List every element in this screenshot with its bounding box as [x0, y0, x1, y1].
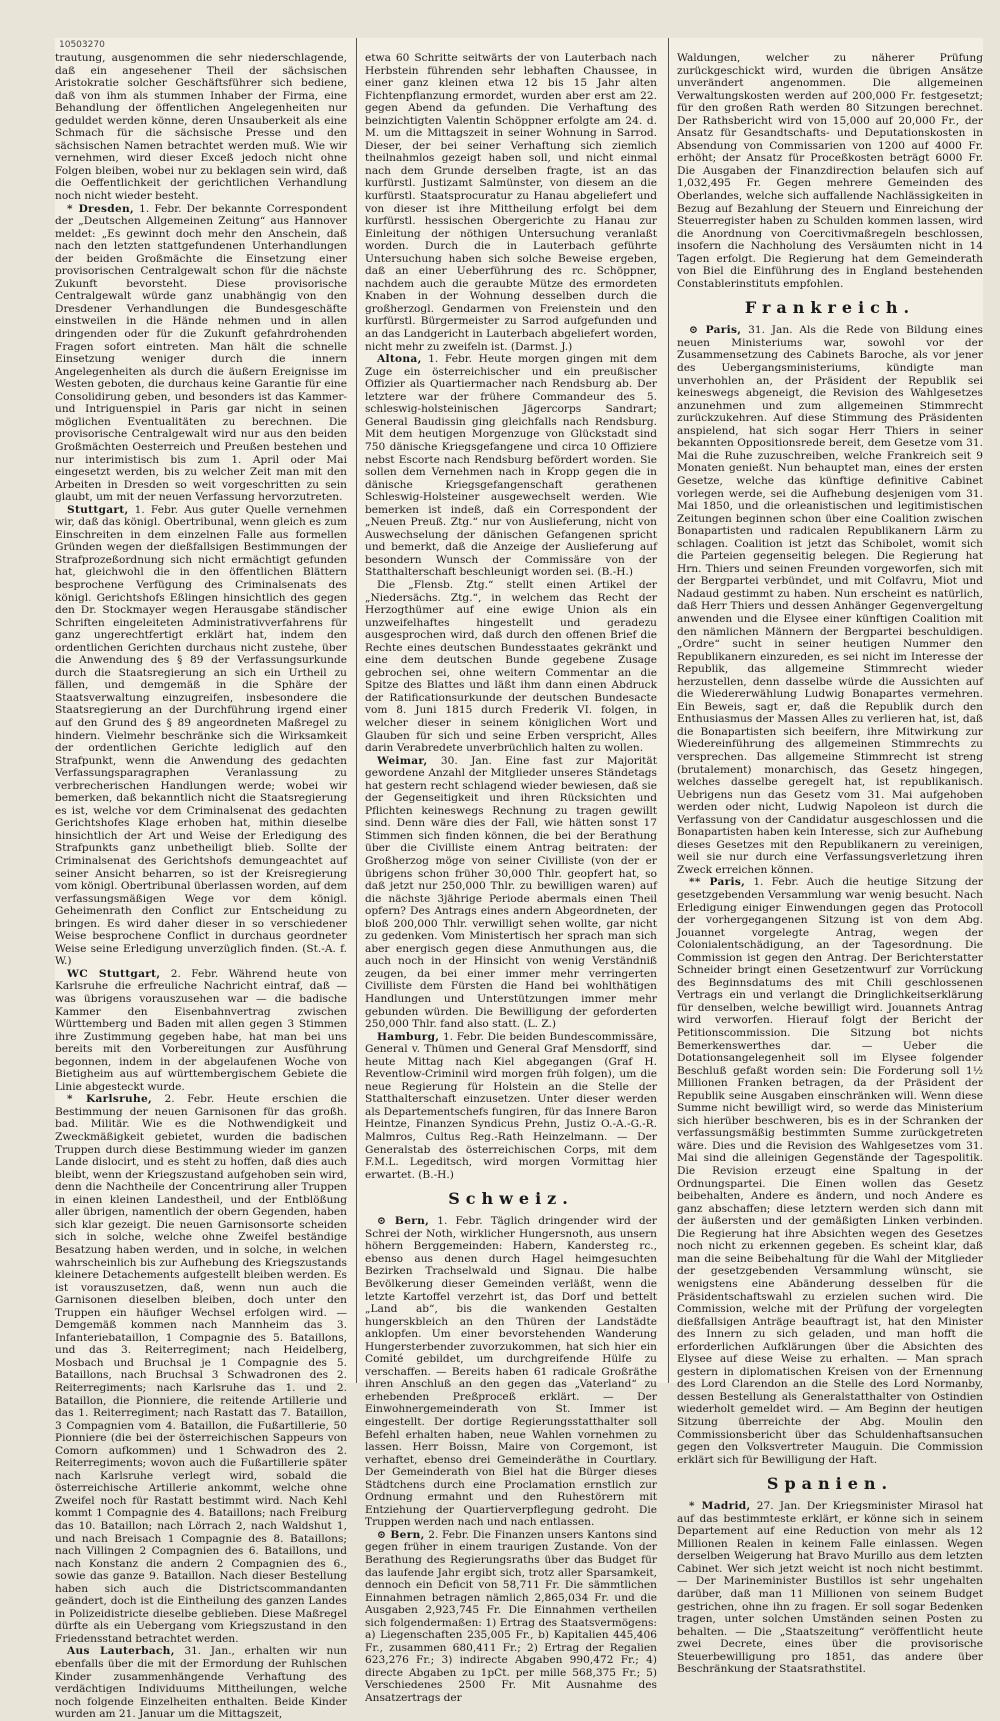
article-paris-1 [677, 324, 983, 876]
place-stuttgart: Stuttgart, [67, 503, 129, 516]
article-bern-1 [365, 1215, 657, 1529]
article-lauterbach-cont: etwa 60 Schritte seitwärts der von Lauterbach nach Herbstein führenden sehr lebhaften Chaussee, in einer ganz kleinen etwa 12 bis 15 Jahr alten Fichtenpflanzung ermordet, wurden aber erst am 22. gegen Abend da gefunden. Die Verhaftung des beinzichtigten Valentin Schöppner erfolgte am 24. d. M. um die Mittagszeit in seiner Wohnung in Sarrod. Dieser, der bei seiner Verhaftung sich ziemlich theilnahmlos gezeigt haben soll, und nicht einmal nach dem Grunde derselben fragte, ist an das kurfürstl. Justizamt Salmünster, von diesem an die kurfürstl. Staatsprocuratur zu Hanau abgeliefert und von dieser ist ihre Mittheilung erfolgt bei dem kurfürstl. hessischen Obergerichte zu Hanau zur Einleitung der nöthigen Untersuchung veranlaßt worden. Durch die in Lauterbach geführte Untersuchung haben sich solche Beweise ergeben, daß an einer Ueberführung des rc. Schöppner, nachdem auch die geraubte Mütze des ermordeten Knaben in der Wohnung desselben durch die großherzogl. Gendarmen von Freienstein und den kurfürstl. Bürgermeister zu Sarrod aufgefunden und an das Landgericht in Lauterbach abgeliefert worden, nicht mehr zu zweifeln ist. (Darmst. J.) [365, 52, 657, 353]
article-flensburg: Die „Flensb. Ztg.“ stellt einen Artikel der „Niedersächs. Ztg.“, in welchem das Recht der Herzogthümer auf eine ewige Union als ein unzweifelhaftes hingestellt und geradezu ausgesprochen wird, daß durch den offenen Brief die Rechte eines deutschen Bundesstaates gekränkt und eine dem deutschen Bunde gegebene Zusage gebrochen sei, ohne weitern Commentar an die Spitze des Blattes und läßt ihm dann einen Abdruck der Ratificationsurkunde der deutschen Bundesacte vom 8. Juni 1815 durch Frederik VI. folgen, in welcher dieser in seinem königlichen Wort und Glauben für sich und seine Erben verspricht, Alles darin Verabredete unverbrüchlich halten zu wollen. [365, 578, 657, 755]
article-text: 1. Febr. Aus guter Quelle vernehmen wir, daß das königl. Obertribunal, wenn gleich es zum Einschreiten in dem einzelnen Falle aus formellen Gründen wegen der dießfallsigen Bestimmungen der Strafprozeßordnung sich nicht ermächtigt gefunden hat, gleichwohl die in den öffentlichen Blättern besprochene Verfügung des Criminalsenats des königl. Gerichtshofs Eßlingen hinsichtlich des gegen den Dr. Stockmayer wegen Herausgabe ständischer Schriften eingeleiteten Administrativverfahrens für ganz ungerechtfertigt erklärt hat, indem den ordentlichen Gerichten durchaus nicht zustehe, über die Anwendung des § 89 der Verfassungsurkunde durch die Staatsregierung an sich ein Urtheil zu fällen, und demgemäß in die Sphäre der Staatsverwaltung einzugreifen, insbesondere die Staatsregierung an der Durchführung irgend einer auf den Grund des § 89 angeordneten Maßregel zu hindern. Vielmehr beschränke sich die Wirksamkeit der ordentlichen Gerichte lediglich auf den Strafpunkt, wenn die Anwendung des gedachten Verfassungsparagraphen Veranlassung zu verbrecherischen Handlungen werde; wobei wir bemerken, daß bekanntlich nicht die Staatsregierung es ist, welche vor dem Criminalsenat des gedachten Gerichtshofes Klage erhoben hat, mithin dieselbe hinsichtlich der Art und Weise der Erledigung des Strafpunkts ganz unbetheiligt blieb. Sollte der Criminalsenat des Gerichtshofs demungeachtet auf seiner Ansicht beharren, so ist der Kreisregierung vom königl. Obertribunal überlassen worden, auf dem verfassungsmäßigen Wege vor dem königl. Geheimenrath den Conflict zur Entscheidung zu bringen. Es wird daher dieser in so verschiedener Weise besprochene Conflict in durchaus geordneter Weise seine Erledigung unverzüglich finden. (St.-A. f. W.) [55, 503, 347, 968]
article-text: 1. Febr. Heute morgen gingen mit dem Zuge ein österreichischer und ein preußischer Offizier als Quartiermacher nach Rendsburg ab. Der letztere war der frühere Commandeur des 5. schleswig-holsteinischen Jägercorps Sandrart; General Baudissin ging gleichfalls nach Rendsburg. Mit dem heutigen Morgenzuge von Glückstadt sind 750 dänische Kriegsgefangene und circa 10 Offiziere nebst Escorte nach Rendsburg befördert worden. Sie sollen dem Vernehmen nach in Kropp gegen die in dänische Kriegsgefangenschaft gerathenen Schleswig-Holsteiner ausgewechselt werden. Wie bemerken ist indeß, daß ein Correspondent der „Neuen Preuß. Ztg.“ nur von Auslieferung, nicht von Auswechselung der dänischen Gefangenen spricht und bemerkt, daß die Anzeige der Auslieferung auf besondern Wunsch der Commissäre von der Statthalterschaft beschleunigt worden sei. (B.-H.) [365, 353, 657, 579]
newspaper-page [55, 38, 983, 1721]
section-heading-frankreich: Frankreich. [744, 298, 916, 318]
article-weimar [365, 755, 657, 1031]
article-intro: trautung, ausgenommen die sehr niederschlagende, daß ein angesehener Theil der sächsischen Aristokratie solcher Geschäftsführer sich bediene, daß von ihm als stummen Inhaber der Firma, eine Behandlung der öffentlichen Angelegenheiten nur geduldet werden könne, deren Unsauberkeit als eine Schmach für die sächsische Presse und den sächsischen Namen betrachtet werden muß. Wie wir vernehmen, wird dieser Exceß jedoch nicht ohne Folgen bleiben, wobei nur zu beklagen sein wird, daß die Oeffentlichkeit der gerichtlichen Verhandlung noch nicht wieder besteht. [55, 52, 347, 203]
article-paris-2 [677, 876, 983, 1466]
article-text: 1. Febr. Auch die heutige Sitzung der gesetzgebenden Versammlung war wenig besucht. Nach Erledigung einiger Einwendungen gegen das Protocoll der vorhergegangenen Sitzung ist von dem Abg. Jouannet vorgelegte Antrag, wegen der Colonialentschädigung, an der Tagesordnung. Die Commission ist gegen den Antrag. Der Berichterstatter Schneider bringt einen Gesetzentwurf zur Vorrückung des Beginnsdatums des mit Chili geschlossenen Vertrags ein und verlangt die Dringlichkeitserklärung für denselben, welche bewilligt wird. Jouannets Antrag wird verworfen. Hierauf folgt der Bericht der Petitionscommission. Die Sitzung bot nichts Bemerkenswerthes dar. — Ueber die Dotationsangelegenheit soll im Elysee folgender Beschluß gefaßt worden sein: Die Forderung soll 1½ Millionen Franken betragen, da der Präsident der Republik seine Ausgaben einschränken will. Wenn diese Summe nicht bewilligt wird, so werde das Ministerium sich hierüber beschweren, bis es in der Schranken der verfassungsmäßig bestimmten Summe zurückgetreten wäre. Dies und die Revision des Wahlgesetzes vom 31. Mai sind die alleinigen Gegenstände der Tagespolitik. Die Revision erzeugt eine Spaltung in der Ordnungspartei. Die Einen wollen das Gesetz beibehalten, Andere es ändern, und noch Andere es ganz abschaffen; diese letztern werden sich dann mit der äußersten und der gemäßigten Linken verbinden. Die Regierung hat ihre Absichten wegen des Gesetzes noch nicht zu erkennen gegeben. Es scheint klar, daß man die seine Beibehaltung für die Wahl der Mitglieder der gesetzgebenden Versammlung wünscht, sie wenigstens eine Abänderung desselben für die Präsidentschaftswahl zu erzielen suchen wird. Die Commission, welche mit der Prüfung der vorgelegten dießfallsigen Anträge beauftragt ist, hat den Minister des Innern zu sich geladen, und man hofft die erforderlichen Aufklärungen über die Absichten des Elysee auf diese Weise zu erhalten. — Man sprach gestern in diplomatischen Kreisen von der Ernennung des Lord Clarendon an die Stelle des Lord Normanby, dessen Bestellung als Generalstatthalter von Ostindien wiederholt gemeldet wird. — Am Beginn der heutigen Sitzung überreichte der Abg. Moulin den Commissionsbericht über das Schuldenhaftsansuchen gegen den Volksvertreter Mauguin. Die Commission erklärt sich für Bewilligung der Haft. [677, 876, 983, 1466]
place-weimar: Weimar, [377, 754, 428, 767]
article-text: 27. Jan. Der Kriegsminister Mirasol hat auf das bestimmteste erklärt, er könne sich in seinem Departement auf eine Reduction von mehr als 12 Millionen Realen in keinem Falle einlassen. Wegen derselben Weigerung hat Bravo Murillo aus dem letzten Cabinet. Wer sich jetzt weicht ist noch nicht bestimmt. — Der Marineminister Bustillos ist sehr ungehalten darüber, daß man 11 Millionen von seinem Budget gestrichen, ohne ihn zu fragen. Er soll sogar Bedenken tragen, unter solchen Umständen seinen Posten zu behalten. — Die „Staatszeitung“ veröffentlicht heute zwei Decrete, eines über die provisorische Steuerbewilligung pro 1851, das andere über Beschränkung der Staatsrathstitel. [677, 1500, 983, 1676]
place-karlsruhe: * Karlsruhe, [67, 1093, 153, 1106]
article-text: 31. Jan., erhalten wir nun ebenfalls über die mit der Ermordung der Ruhlschen Kinder zusammenhängende Verhaftung des verdächtigen Individuums Mittheilungen, welche noch folgende Einzelheiten enthalten. Beide Kinder wurden am 21. Januar um die Mittagszeit, [55, 1645, 348, 1721]
article-lauterbach [55, 1645, 347, 1720]
article-text: 31. Jan. Als die Rede von Bildung eines neuen Ministeriums war, sowohl vor der Zusammensetzung des Cabinets Baroche, als vor jener des Uebergangsministeriums, kündigte man unverhohlen an, der Präsident der Republik sei keineswegs abgeneigt, die Revision des Wahlgesetzes anzunehmen und zum allgemeinen Stimmrecht zurückzukehren. Auf diese Stimmung des Präsidenten anspielend, hat sich sogar Herr Thiers in seiner bekannten Oppositionsrede bereit, dem Gesetze vom 31. Mai die Ruhe zuzuschreiben, welche Frankreich seit 9 Monaten genießt. Nun behauptet man, eines der ersten Gesetze, welche das künftige definitive Cabinet vorlegen werde, sei die Aufhebung desjenigen vom 31. Mai 1850, und die orleanistischen und legitimistischen Zeitungen beginnen schon über eine Coalition zwischen Bonapartisten und radicalen Republikanern Lärm zu schlagen. Coalition ist jetzt das Schibolet, womit sich die Parteien gegenseitig belegen. Die Regierung hat Hrn. Thiers und seinen Freunden vorgeworfen, sich mit der Bergpartei verbündet, und mit Colfavru, Miot und Nadaud gestimmt zu haben. Nun erscheint es natürlich, daß Herr Thiers und dessen Anhänger Gegenvergeltung anwenden und die Elysee einer künftigen Coalition mit den nämlichen Männern der Bergpartei beschuldigen. „Ordre“ sucht in seiner heutigen Nummer den Republikanern einzureden, es sei nicht im Interesse der Republik, das allgemeine Stimmrecht wieder herzustellen, denn dasselbe würde die Aussichten auf die Wiedererwählung Ludwig Bonapartes vermehren. Ein Beweis, sagt er, daß die Republik durch den Enthusiasmus der Massen Alles zu verlieren hat, ist, daß die Bonapartisten sich beeifern, ihre Mitwirkung zur Wiedereinführung des allgemeinen Stimmrechts zu versprechen. Das allgemeine Stimmrecht ist streng (brutalement) monarchisch, das Gesetz hingegen, welches dasselbe geregelt hat, ist republikanisch. Uebrigens nun das Gesetz vom 31. Mai aufgehoben werden oder nicht, Ludwig Napoleon ist durch die Verfassung von der Candidatur ausgeschlossen und die Bonapartisten haben kein Interesse, sich zur Aufhebung dieses Gesetzes mit den Republikanern zu vereinigen, weil sie nur durch eine Verfassungsverletzung ihren Zweck erreichen können. [677, 324, 983, 876]
place-lauterbach: Aus Lauterbach, [67, 1645, 175, 1658]
section-heading-spanien: Spanien. [766, 1474, 894, 1494]
column-divider [668, 38, 669, 1383]
place-hamburg: Hamburg, [377, 1030, 440, 1043]
column-1 [55, 52, 348, 1721]
article-text: 1. Febr. Die beiden Bundescommissäre, General v. Thümen und General Graf Mensdorff, sind heute Mittag nach Kiel abgegangen (Graf H. Reventlow-Criminil wird morgen früh folgen), um die neue Regierung für Holstein an die Stelle der Statthalterschaft einzusetzen. Unter dieser werden als Departementschefs fungiren, für das Innere Baron Heintze, Finanzen Syndicus Prehn, Justiz O.-A.-G.-R. Malmros, Cultus Reg.-Rath Heinzelmann. — Der Generalstab des österreichischen Corps, mit dem F.M.L. Legeditsch, wird morgen Vormittag hier erwartet. (B.-H.) [365, 1030, 657, 1181]
article-dresden [55, 203, 347, 504]
place-madrid: * Madrid, [689, 1500, 751, 1513]
article-text: 2. Febr. Während heute von Karlsruhe die erfreuliche Nachricht eintraf, daß — was übrigens vorauszusehen war — die badische Kammer den Eisenbahnvertrag zwischen Württemberg und Baden mit allen gegen 3 Stimmen ihre Zustimmung gegeben habe, hat man bei uns bereits mit den Vorbereitungen zur Ausführung begonnen, indem in der abgelaufenen Woche von Bietigheim aus auf württembergischem Gebiete die Linie abgesteckt wurde. [55, 967, 347, 1093]
article-bern-2 [365, 1529, 657, 1705]
page-id: 10503270 [59, 40, 105, 50]
place-dresden: * Dresden, [67, 202, 134, 215]
article-madrid [677, 1500, 983, 1676]
column-2 [365, 52, 657, 1704]
place-paris: ⊙ Paris, [689, 324, 742, 337]
article-wc-stuttgart [55, 968, 347, 1093]
place-altona: Altona, [377, 353, 422, 366]
article-hamburg [365, 1031, 657, 1182]
article-text: 2. Febr. Die Finanzen unsers Kantons sind gegen früher in einem traurigen Zustande. Von der Berathung des Regierungsraths über das Budget für das laufende Jahr ergibt sich, trotz aller Sparsamkeit, dennoch ein Deficit von 58,711 Fr. Die sämmtlichen Einnahmen betragen nämlich 2,865,034 Fr. und die Ausgaben 2,923,745 Fr. Die Einnahmen vertheilen sich folgendermaßen: 1) Ertrag des Staatsvermögens: a) Liegenschaften 235,005 Fr., b) Kapitalien 445,406 Fr., zusammen 680,411 Fr.; 2) Ertrag der Regalien 623,276 Fr.; 3) indirecte Abgaben 990,472 Fr.; 4) directe Abgaben zu 1pCt. per mille 568,375 Fr.; 5) Verschiedenes 2500 Fr. Mit Ausnahme des Ansatzertrags der [365, 1528, 657, 1704]
place-bern: ⊙ Bern, [377, 1215, 430, 1228]
place-paris: ** Paris, [689, 876, 746, 889]
article-text: 2. Febr. Heute erschien die Bestimmung der neuen Garnisonen für das großh. bad. Militär. Wie es die Nothwendigkeit und Zweckmäßigkeit gebietet, wurden die badischen Truppen durch diese Bestimmung wieder im ganzen Lande dislocirt, und es steht zu hoffen, daß dies auch bleibt, wenn der Kriegszustand aufgehoben sein wird, denn die Nachtheile der Concentrirung aller Truppen in einen kleinen Landestheil, und der Entblößung aller übrigen, namentlich der obern Gegenden, haben sich klar gezeigt. Die neuen Garnisonsorte scheiden sich in solche, welche ohne Zweifel beständige Besatzung haben werden, und in solche, in welchen wahrscheinlich bis zur Aufhebung des Kriegszustands kleinere Detachements aufgestellt bleiben werden. Es ist vorauszusetzen, daß, wenn nun auch die Garnisonen dieselben bleiben, doch unter den Truppen ein häufiger Wechsel erfolgen wird. — Demgemäß kommen nach Mannheim das 3. Infanteriebataillon, 1 Compagnie des 5. Bataillons, und das 3. Reiterregiment; nach Heidelberg, Mosbach und Bruchsal je 1 Compagnie des 5. Bataillons, nach Bruchsal 3 Schwadronen des 2. Reiterregiments; nach Karlsruhe das 1. und 2. Bataillon, die Pionniere, die reitende Artillerie und das 1. Reiterregiment; nach Rastatt das 7. Bataillon, 3 Compagnien vom 4. Bataillon, die Fußartillerie, 50 Pionniere (die bei der österreichischen Sappeurs von Comorn aufkommen) und 1 Schwadron des 2. Reiterregiments; wovon auch die Fußartillerie später nach Karlsruhe verlegt wird, sobald die österreichische Artillerie ankommt, welche ohne Zweifel noch für Rastatt bestimmt wird. Nach Kehl kommt 1 Compagnie des 4. Bataillons; nach Freiburg das 10. Bataillon; nach Lörrach 2, nach Waldshut 1, und nach Breisach 1 Compagnie des 8. Bataillons; nach Villingen 2 Compagnien des 6. Bataillons, und nach Konstanz die andern 2 Compagnien des 6., sowie das ganze 9. Bataillon. Nach dieser Bestellung haben sich auch die Districtscommandanten geändert, doch ist die Eintheilung des ganzen Landes in Polizeidistricte dieselbe geblieben. Diese Maßregel dürfte als ein Uebergang vom Kriegszustand in den Friedensstand betrachtet werden. [55, 1093, 347, 1645]
article-stuttgart [55, 504, 347, 968]
article-bern-cont: Waldungen, welcher zu näherer Prüfung zurückgeschickt wird, wurden die übrigen Ansätze unverändert angenommen. Die allgemeinen Verwaltungskosten werden auf 200,000 Fr. festgesetzt; für den großen Rath werden 80 Sitzungen berechnet. Der Rathsbericht wird von 15,000 auf 20,000 Fr., der Ansatz für Gesandtschafts- und Deputationskosten in Absendung von Commissarien von 1200 auf 4000 Fr. erhöht; der Ansatz für Proceßkosten beträgt 6000 Fr. Die Ausgaben der Finanzdirection belaufen sich auf 1,032,495 Fr. Gegen mehrere Gemeinden des Oberlandes, welche sich auffallende Nachlässigkeiten in Bezug auf Bezahlung der Steuern und Einreichung der Steuerregister haben zu Schulden kommen lassen, wird die Anordnung von Coercitivmaßregeln beschlossen, insofern die Nachholung des Versäumten nicht in 14 Tagen erfolgt. Die Regierung hat dem Gemeinderath von Biel die Einführung des in England bestehenden Constablerinstituts empfohlen. [677, 52, 983, 290]
column-divider [356, 38, 357, 1383]
section-heading-schweiz: Schweiz. [448, 1189, 574, 1209]
place-bern: ⊙ Bern, [377, 1528, 425, 1541]
place-wc-stuttgart: WC Stuttgart, [67, 967, 161, 980]
column-3 [677, 52, 983, 1676]
article-text: 1. Febr. Der bekannte Correspondent der „Deutschen Allgemeinen Zeitung“ aus Hannover meldet: „Es gewinnt doch mehr den Anschein, daß nach den letzten stattgefundenen Unterhandlungen der beiden Großmächte die Einsetzung einer provisorischen Centralgewalt schon für die nächste Zukunft bevorsteht. Diese provisorische Centralgewalt würde ganz unabhängig von den Dresdener Verhandlungen die Bundesgeschäfte einstweilen in die Hände nehmen und in allen dringenden oder für die Zukunft gefahrdrohenden Fragen sofort eintreten. Man hält die schnelle Einsetzung weniger durch die innern Angelegenheiten als durch die äußern Ereignisse im Westen geboten, die durchaus keine Garantie für eine Consolidirung geben, und besonders ist das Kammer- und Intriguenspiel in Paris gar nicht in seinen möglichen Eventualitäten zu berechnen. Die provisorische Centralgewalt wird nur aus den beiden Großmächten Oesterreich und Preußen bestehen und nur interimistisch bis zum 1. April oder Mai eingesetzt werden, bis zu welcher Zeit man mit den Arbeiten in Dresden so weit vorgeschritten zu sein glaubt, um mit der neuen Verfassung hervorzutreten. [55, 202, 347, 504]
article-text: 30. Jan. Eine fast zur Majorität gewordene Anzahl der Mitglieder unseres Ständetags hat gestern recht schlagend wieder bewiesen, daß sie der Gegenseitigkeit und ihren Rücksichten und Pflichten keineswegs Rechnung zu tragen gewillt sind. Denn wäre dies der Fall, wie hätten sonst 17 Stimmen sich finden können, die bei der Berathung über die Civilliste einem Antrag beitraten: der Großherzog möge von seiner Civilliste (von der er übrigens schon früher 30,000 Thlr. geopfert hat, so daß jetzt nur 250,000 Thlr. zu bewilligen waren) auf die nächste 3jährige Periode abermals einen Theil opfern? Des Antrags eines andern Abgeordneten, der bloß 200,000 Thlr. verwilligt sehen wollte, gar nicht zu gedenken. Vom Ministertisch her sprach man sich aber energisch gegen diese Anmuthungen aus, die auch noch in der Hinsicht von wenig Verständniß zeugen, da bei einer immer mehr verringerten Civilliste dem Fürsten die Hand bei wohlthätigen Handlungen und Unterstützungen immer mehr gebunden würden. Die Bewilligung der geforderten 250,000 Thlr. fand also statt. (L. Z.) [365, 754, 657, 1031]
article-karlsruhe [55, 1093, 347, 1645]
article-altona [365, 353, 657, 579]
article-text: 1. Febr. Täglich dringender wird der Schrei der Noth, wirklicher Hungersnoth, aus unsern höhern Berggemeinden: Habern, Kandersteg rc., ebenso aus denen durch Hagel heimgesuchten Bezirken Trachselwald und Signau. Die halbe Bevölkerung dieser Gemeinden verläßt, wenn die letzte Kartoffel verzehrt ist, das Dorf und bettelt „Land ab“, bis die wankenden Gestalten hungerskbleich an den Thüren der Landstädte anklopfen. Um einer bevorstehenden Wanderung Hungersterbender zuvorzukommen, hat sich hier ein Comité gebildet, um durchgreifende Hülfe zu verschaffen. — Bereits haben 61 radicale Großräthe ihren Anschluß an den gegen das „Vaterland“ zu erhebenden Preßproceß erklärt. — Der Einwohnergemeinderath von St. Immer ist eingestellt. Der dortige Regierungsstatthalter soll Befehl erhalten haben, neue Wahlen vornehmen zu lassen. Herr Boissn, Maire von Corgemont, ist verhaftet, ebenso drei Gemeinderäthe in Courtlary. Der Gemeinderath von Biel hat die Bürger dieses Städtchens durch eine Proclamation ernstlich zur Ordnung ermahnt und den Ruhestörern mit Entziehung der Quartierverpflegung gedroht. Die Truppen werden nach und nach entlassen. [365, 1215, 657, 1529]
